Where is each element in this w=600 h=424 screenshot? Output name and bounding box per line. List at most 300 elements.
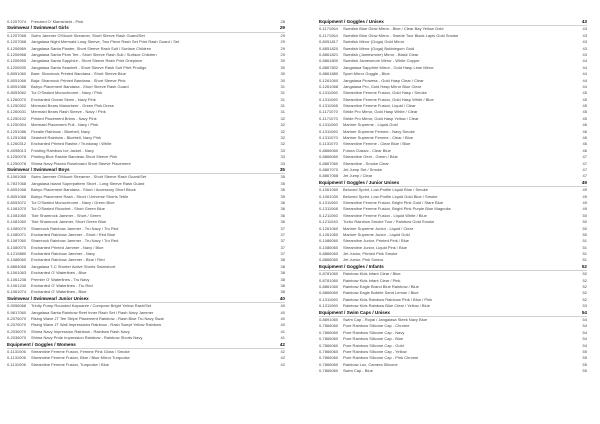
item-description: Bahyo Placement Rash - Short / Universe Shorts Teble [31,193,129,199]
item-description: Streamline Femme Fusion, Gold Hasp White / Blue [343,96,434,102]
page-number: 50 [582,219,587,225]
page-number: 33 [280,154,285,160]
item-code: 0-1131070 [319,141,338,147]
item-code: 0-1311060 [319,122,338,128]
page-number: 55 [582,355,587,361]
section-title: Swimwear / Swimwear/ Boys [7,166,70,172]
item-code: 0-8781060 [319,277,339,283]
item-code: 0-8866060 [319,147,339,153]
page-number: 46 [582,147,587,153]
page-number: 47 [582,154,587,160]
item-code: 0-1311060 [319,90,338,96]
page-number: 43 [581,19,587,24]
item-code: 0-8053062 [7,90,27,96]
item-code: 0-1261060 [319,231,339,237]
item-description: Streamline - Smoke Clear [343,160,389,166]
item-code: 0-7866060 [319,323,339,329]
item-description: Rainbow Kids Rainbow Blue Clear / Yellow / Blue [343,303,430,309]
item-code: 0-8051066 [7,77,27,83]
item-description: Jet Jump / Clear [343,173,373,179]
item-description: Rainbow Eagle Brand Blue Rainbow / Blue [343,284,419,290]
page-number: 38 [280,276,285,282]
item-description: Printed Placement Brims - Navy Pink [31,115,97,121]
index-column-left [7,19,285,368]
item-description: Rainbow Eagle Bubble Sand Lemon / Blue [343,290,419,296]
page-number: 50 [582,231,587,237]
item-code: 0-1086060 [319,238,339,244]
page-number: 55 [582,368,587,374]
item-code: 0-1061068 [7,174,27,180]
item-description: Swedish Blue Glow Mirror - Swede Tour Black Lapis Gold Smoke [343,32,459,38]
item-description: Streamline Junior, Liquid Pink / Blue [343,244,408,250]
item-description: Premier O' Waterlines - Tru Navy [31,276,90,282]
item-code: 0-7866060 [319,361,339,367]
page-number: 52 [582,271,587,277]
page-number: 38 [280,270,285,276]
item-code: 0-1207074 [7,19,27,24]
item-code: 0-2036070 [7,328,27,334]
item-code: 0-1250102 [7,115,27,121]
item-code: 0-8051817 [319,39,339,45]
item-code: 0-1061074 [7,289,27,295]
page-number: 47 [582,160,587,166]
section-heading [319,310,587,317]
page-number: 50 [582,225,587,231]
item-code: 0-1171070 [319,115,338,121]
page-number: 42 [280,348,285,354]
item-code: 0-1086060 [319,244,339,250]
item-code: 0-8051088 [7,83,27,89]
item-code: 0-7866060 [319,355,339,361]
page-number: 42 [279,341,285,347]
item-description: Shima Navy Pride Impression Rainbow - Rainbow Shorts Navy [31,335,143,341]
item-description: Swedish Blue Glow Mirror - Blue / Clear Bay Yellow Gold [343,26,444,32]
page-number: 31 [280,109,285,115]
item-code: 0-1250078 [7,160,27,166]
item-code: 0-1080071 [7,231,27,237]
section-heading [319,19,587,26]
item-description: Streamline Gem - Green / Blue [343,154,398,160]
item-code: 0-8861060 [319,284,339,290]
page-number: 54 [581,309,587,315]
page-number: 43 [582,45,587,51]
page-number: 36 [280,212,285,218]
item-description: Stride Pro Mirror, Gold Hasp White / Clear [343,109,418,115]
item-description: Mermaid Bears Manorbeer - Green Pink Dress [31,103,114,109]
item-code: 0-1251068 [7,135,27,141]
section-title: Equipment / Goggles / Womens [7,341,76,347]
item-code: 0-8867802 [319,64,339,70]
item-code: 0-7866060 [319,368,339,374]
item-description: Jangalasa Night Mermaid Long Sleeve, Two Piece Rash Set Print Rash Guard / Set [31,39,180,45]
item-code: 0-1061240 [7,283,27,289]
item-description: Jangalasa Santa Seashell - Short Sleeve Rash Suit Print Prodigo [31,64,147,70]
item-code: 0-1131006 [7,361,26,367]
page-number: 38 [280,263,285,269]
item-description: Jet Junior, Pink Sonics [343,257,384,263]
page-number: 35 [280,193,285,199]
item-code: 0-2036070 [7,335,27,341]
item-description: Shamrock Rainbow Jammer - Tru Navy / Tru Red [31,225,119,231]
item-code: 0-8051060 [7,71,27,77]
page-number: 52 [581,263,587,269]
item-code: 0-9056068 [7,303,27,309]
section-heading [7,342,285,349]
page-number: 46 [582,128,587,134]
page-number: 52 [582,284,587,290]
item-code: 0-1311060 [319,199,338,205]
item-description: Jangalasa Santa Sapphire - Short Sleeve Rash Print Onepiece [31,58,143,64]
item-description: Jet Jump Set / Smoke [343,166,383,172]
item-code: 0-8866060 [319,251,339,257]
item-description: Baja: Shamrock Printed Bandana - Short Sleeve Pink [31,77,126,83]
page-number: 32 [280,122,285,128]
page-number: 40 [280,315,285,321]
page-number: 32 [280,115,285,121]
item-description: Tide Shamrock Jammer - Short / Green [31,212,101,218]
item-description: Streamline Femme Fusion, Blue / Blue Mirror Turquoise [31,355,130,361]
item-code: 0-1081070 [7,206,27,212]
item-code: 0-8866060 [319,290,339,296]
page-number: 35 [280,187,285,193]
item-description: Enchanted Printed Jammer - Navy / Blue [31,244,104,250]
page-number: 33 [280,147,285,153]
page-number: 36 [280,199,285,205]
item-code: 0-1219880 [7,251,27,257]
page-number: 54 [582,316,587,322]
page-number: 30 [280,64,285,70]
page-number: 44 [582,83,587,89]
item-code: 0-7866060 [319,348,339,354]
item-code: 0-1081060 [7,212,27,218]
page-number: 40 [280,303,285,309]
page-number: 31 [280,90,285,96]
item-code: 0-2076070 [7,315,27,321]
item-code: 0-1087060 [7,238,27,244]
page-number: 44 [582,64,587,70]
item-description: Shamrock Rainbow Jammer - Tru Navy / Tru Red [31,238,119,244]
item-description: Enchanted O' Waterlines - Blue [31,270,87,276]
page-number: 49 [582,206,587,212]
page-number: 37 [280,251,285,257]
page-number: 29 [280,39,285,45]
page-number: 41 [280,328,285,334]
page-number: 54 [582,323,587,329]
item-description: Printing Blue Rashie Bandeau Short Sleeve Pink [31,154,118,160]
page-number: 49 [582,187,587,193]
page-number: 38 [280,283,285,289]
item-code: 0-1080070 [7,244,27,250]
item-description: Mariner Supreme - Liquid Gold [343,122,398,128]
item-code: 0-1260070 [7,96,27,102]
page-number: 35 [280,180,285,186]
page-number: 46 [582,135,587,141]
item-description: Jangalasa Santa Planter, Short Sleeve Rash Suit / Surface Children [31,45,152,51]
item-code: 0-1207068 [7,39,27,45]
index-entry [319,368,587,374]
item-code: 0-1206968 [7,51,27,57]
item-description: Jangalasa T-C Shorter Active Shorts Swimshort [31,263,116,269]
section-title: Equipment / Goggles / Junior Unisex [319,179,400,185]
item-code: 0-4098013 [7,147,27,153]
page-number: 44 [582,71,587,77]
page-number: 42 [280,355,285,361]
item-code: 0-1311060 [319,303,338,309]
page-number: 52 [582,290,587,296]
item-code: 0-7866060 [319,329,339,335]
item-code: 0-8051068 [7,187,27,193]
item-code: 0-9617060 [7,309,27,315]
item-code: 0-1206955 [7,58,27,64]
item-code: 0-1250302 [7,103,27,109]
page-number: 32 [280,141,285,147]
item-code: 0-1206969 [7,45,27,51]
item-code: 0-1171064 [319,32,338,38]
item-description: Tui O'Sealed Ricochet - Short Green Blue [31,206,105,212]
item-description: Beloved Sprint, Low-Profile Liquid Blue / Smoke [343,187,428,193]
item-description: Streamline Femme Fusion, Liquid / Clear [343,103,416,109]
item-code: 0-1261060 [319,225,339,231]
item-code: 0-1311068 [319,103,338,109]
page-number: 36 [280,206,285,212]
item-description: Enchanted Printed Rashie / Trunkway / White [31,141,112,147]
item-description: Frenzied O' Mamshield - Pink [31,19,84,24]
item-code: 0-7866060 [319,342,339,348]
item-description: Swim Cap - Blue [343,368,373,374]
item-code: 0-1081060 [7,219,27,225]
item-code: 0-1260031 [7,109,27,115]
item-code: 0-1061030 [319,193,339,199]
page-number: 52 [582,277,587,283]
item-description: Mariner Supreme Junior - Liquid / Clear [343,225,414,231]
item-description: Mermaid Placement Pull - Navy / Pink [31,122,99,128]
item-description: Enchanted Rainbow Jammer - Blue / Red [31,257,105,263]
page-number: 51 [582,238,587,244]
item-description: Streamline Femme Fusion, Gold Hasp / Smoke [343,90,427,96]
page-number: 35 [280,174,285,180]
page-number: 37 [280,238,285,244]
item-description: Rainbow Kids Rainbow Rainbow Pink / Blue / Pink [343,296,433,302]
page-number: 45 [582,96,587,102]
page-number: 35 [279,166,285,172]
item-description: Streamline Femme Fusion, Turquoise / Blue [31,361,110,367]
page-number: 40 [279,295,285,301]
item-code: 0-1261068 [319,83,339,89]
item-description: Swedish Mirror (Goga) Bubblegum Gold [343,45,415,51]
item-code: 0-8867060 [319,160,339,166]
page-number: 31 [280,96,285,102]
item-description: Pure Rainbow Silicone Cap - Gold [343,342,404,348]
item-description: Jangalasa Island Superpattern Short - Long Sleeve Rash Guard [31,180,145,186]
item-description: Jangalasa Santa Rainbow Reef Inner Rash Set / Rash Navy Jammer [31,309,154,315]
page-number: 37 [280,231,285,237]
page-number: 55 [582,348,587,354]
item-description: Bahyo Placement Bandana - Short Sleeve Rash Guard [31,83,129,89]
item-code: 0-8867068 [319,173,339,179]
item-code: 0-1061060 [319,187,339,193]
item-code: 0-7866060 [319,336,339,342]
item-code: 0-1250304 [7,122,27,128]
item-description: Turbo Rainbow Smoke Tour / Rainbow Gold Smoke [343,219,435,225]
page-number: 46 [582,141,587,147]
page-number: 54 [582,342,587,348]
item-description: Swim Jammer O'Mount Streamer, Short Sleeve Rash Guard/Set [31,32,145,38]
item-code: 0-1311068 [319,206,338,212]
item-code: 0-1311060 [319,128,338,134]
item-code: 0-2076070 [7,322,27,328]
page-number: 47 [582,173,587,179]
item-description: Futura Classic - Clear Blue [343,147,391,153]
item-description: Frosting Rainbow Ice Jacket - Navy [31,147,94,153]
page-number: 51 [582,244,587,250]
section-heading [7,167,285,174]
page-number: 30 [280,58,285,64]
page-number: 45 [582,109,587,115]
section-heading [319,264,587,271]
item-code: 0-1311060 [319,96,338,102]
item-code: 0-1251086 [7,128,27,134]
page-number: 47 [582,166,587,172]
item-description: Enchanted Rainbow Jammer - Short / Red Blue [31,231,116,237]
item-code: 0-8864068 [7,263,27,269]
item-code: 0-8861880 [319,71,339,77]
page-number: 55 [582,361,587,367]
item-code: 0-8053072 [7,199,27,205]
item-description: Streamline Femme Fusion, Femme Pink Gloss / Smoke [31,348,130,354]
item-description: Pure Rainbow Silicone Cap - Blue [343,336,404,342]
item-description: Seashell Rainbow - Bluebell, Navy Pink [31,135,102,141]
item-description: Jangalasa Santa Plum Tee - Short Sleeve Rash Suit / Surface Children [31,51,157,57]
item-description: Streamline Femme Fusion - Liquid White / Blue [343,212,427,218]
item-description: Bam: Shamrock Printed Bandana - Short Sleeve Blue [31,71,126,77]
item-description: Jangalasa Pro, Gold Hasp Mirror Blue Clear [343,83,422,89]
item-code: 0-1207068 [7,32,27,38]
page-number: 40 [280,309,285,315]
item-description: Mariner Supreme Femme - Clear / Blue [343,135,414,141]
page-number: 49 [582,199,587,205]
item-code: 0-1250078 [7,154,27,160]
item-description: Floralie Rainbow - Bluebell, Navy [31,128,90,134]
item-description: Streamline Femme Fusion, Bright Pink Purple Blue Magnolia [343,206,451,212]
page-number: 44 [582,58,587,64]
item-description: Trinity Pump Rounded Kapuaree / Compose Bright Yellow Rash/Set [31,303,152,309]
item-description: Enchanted O' Waterlines - Tru Red [31,283,93,289]
page-number: 43 [582,32,587,38]
page-number: 29 [280,51,285,57]
item-description: Streamline Junior, Printed Pink / Blue [343,238,410,244]
item-description: Tui O'Sealed Monochrome - Navy / Pink [31,90,103,96]
item-code: 0-1061063 [7,270,27,276]
item-description: Rainbow Kids Infant Clear / Blue [343,271,401,277]
item-code: 0-8051068 [7,193,27,199]
section-title: Swimwear / Swimwear/ Junior Unisex [7,295,89,301]
page-number: 30 [280,71,285,77]
page-number: 41 [280,335,285,341]
item-description: Mariner Supreme Femme - Navy Smoke [343,128,415,134]
page-number: 51 [582,257,587,263]
item-code: 0-1260312 [7,141,27,147]
item-description: Streamline Femme - Clear Blue / Blue [343,141,411,147]
item-code: 0-1171064 [319,26,338,32]
page-number: 50 [582,212,587,218]
item-code: 0-1311060 [319,296,338,302]
page-number: 36 [280,219,285,225]
item-description: Rising Wave JT Wall Impressions Rainbow - Rash Swept Yellow Rainbow [31,322,162,328]
item-code: 0-8891060 [319,316,339,322]
item-code: 0-1311070 [319,135,338,141]
section-title: Equipment / Goggles / Infants [319,263,384,269]
item-description: Tide Shamrock Jammer, Short Green Blue [31,219,107,225]
item-code: 0-1131006 [7,355,26,361]
item-code: 0-1171070 [319,109,338,115]
item-code: 0-1206930 [7,64,27,70]
item-code: 0-8781060 [319,271,339,277]
item-code: 0-8861821 [319,51,339,57]
item-description: Swedish Mirror (Goga) Gold Mirror [343,39,405,45]
item-description: Pure Rainbow Silicone Cap - Navy [343,329,405,335]
index-column-right [319,19,587,374]
item-code: 0-1211060 [319,212,338,218]
item-description: Stride Pro Mirror, Gold Hasp Yellow / Clear [343,115,419,121]
item-description: Mariner Supreme Junior - Liquid Gold [343,231,410,237]
item-description: Jangalasa Prowess - Gold Hasp Clear / Clear [343,77,424,83]
page-number: 49 [581,179,587,185]
item-code: 0-1211040 [319,219,338,225]
page-number: 46 [582,122,587,128]
item-description: Bahyo Placement Bandana - Short / Accessory Short Block [31,187,136,193]
item-code: 0-7837068 [7,180,27,186]
section-title: Swimwear / Swimwear/ Girls [7,25,69,31]
page-number: 45 [582,103,587,109]
item-description: Sport Mirror Goggle - Blue [343,71,390,77]
item-description: Swedish (Jamesmore) Mirror - Black Clear [343,51,419,57]
item-code: 0-8861800 [319,58,339,64]
page-number: 40 [280,322,285,328]
item-code: 0-1131006 [7,348,26,354]
index-entry [7,362,285,368]
section-title: Equipment / Swim Caps / Unisex [319,309,390,315]
item-description: Shima Navy Impression Rainbow - Rainbow Rash Navy [31,328,130,334]
page-number: 30 [280,77,285,83]
page-number: 33 [280,160,285,166]
item-code: 0-8868060 [319,257,339,263]
item-description: Streamline Femme Fusion, Bright Pink Gold / Stare Blue [343,199,444,205]
section-title: Equipment / Goggles / Unisex [319,19,384,24]
item-description: Jangalasa Sapphire Mirror - Gold Hasp Lime Mirror [343,64,434,70]
page-number: 54 [582,329,587,335]
page-number: 28 [280,19,285,24]
item-description: Enchanted Rainbow Jammer - Navy [31,251,96,257]
item-description: Mermaid Bears Rash Sleeve - Navy / Pink [31,109,106,115]
item-description: Rainbow Lux, Camera Silicone [343,361,398,367]
item-description: Tui O'Sealed Monochrome - Navy / Green Blue [31,199,115,205]
page-number: 43 [582,51,587,57]
item-description: Enchanted Ocean Sewn - Navy Pink [31,96,96,102]
page-number: 52 [582,296,587,302]
item-description: Swim Cap - Royal / Jangalasa Sleek Navy Blue [343,316,428,322]
page-number: 49 [582,193,587,199]
item-description: Beloved Sprint, Low-Profile Liquid Gold Blue / Smoke [343,193,438,199]
page-number: 53 [582,303,587,309]
item-description: Jet Junior, Printed Pink Smoke [343,251,398,257]
item-code: 0-1080070 [7,225,27,231]
page-number: 29 [280,45,285,51]
item-code: 0-8851820 [319,45,339,51]
section-heading [7,25,285,32]
page-number: 29 [279,25,285,31]
item-description: Rainbow Kids Infant Clear / Pink [343,277,401,283]
page-number: 43 [582,26,587,32]
